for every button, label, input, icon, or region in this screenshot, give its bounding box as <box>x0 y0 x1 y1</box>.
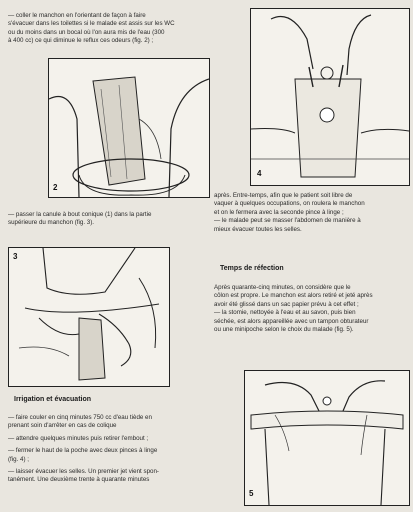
text-line: s'évacuer dans les toilettes si le malade est assis sur les WC <box>8 20 175 28</box>
text-line: (fig. 4) ; <box>8 455 29 463</box>
text-line: — attendre quelques minutes puis retirer l'embout ; <box>8 434 149 442</box>
figure-number: 5 <box>249 489 254 498</box>
irrigation-paragraph <box>8 414 238 485</box>
text-line: à 400 cc) ce qui diminue le reflux ces odeurs (fig. 2) ; <box>8 37 154 45</box>
refection-paragraph <box>214 284 408 334</box>
text-line: côlon est propre. Le manchon est alors retiré et jeté après <box>214 292 373 300</box>
text-line: tanément. Une deuxième trente à quarante minutes <box>8 476 150 484</box>
text-line: ou une minipoche selon le choix du malade (fig. 5). <box>214 326 354 334</box>
figure-2-illustration <box>48 58 210 198</box>
clipped-pouch-drawing <box>251 9 409 185</box>
text-line: avoir été glissé dans un sac papier prévu à cet effet ; <box>214 300 359 308</box>
text-line: vaquer à quelques occupations, on roulera le manchon <box>214 200 365 208</box>
text-line: Après quarante-cinq minutes, on considère que le <box>214 284 351 291</box>
section-heading-irrigation: Irrigation et évacuation <box>14 396 92 403</box>
cannula-insertion-drawing <box>9 248 169 386</box>
text-line: — coller le manchon en l'orientant de façon à faire <box>8 12 146 19</box>
section-heading-refection: Temps de réfection <box>220 265 284 272</box>
text-line: — laisser évacuer les selles. Un premier jet vient spon- <box>8 468 159 476</box>
text-line: ou du moins dans un bocal où l'on aura mis de l'eau (300 <box>8 28 165 36</box>
text-line: — passer la canule à bout conique (1) dans la partie <box>8 211 152 218</box>
figure-5-illustration <box>244 370 410 506</box>
text-line: et on le fermera avec la seconde pince à linge ; <box>214 208 344 216</box>
stoma-cap-drawing <box>245 371 409 505</box>
text-line: supérieure du manchon (fig. 3). <box>8 219 94 227</box>
toilet-sleeve-drawing <box>49 59 209 197</box>
text-line: — le malade peut se masser l'abdomen de manière à <box>214 217 361 225</box>
figure-4-illustration <box>250 8 410 186</box>
text-line: prenant soin d'arrêter en cas de colique <box>8 422 117 430</box>
text-line: — faire couler en cinq minutes 750 cc d'eau tiède en <box>8 414 152 421</box>
figure-number: 3 <box>13 252 18 261</box>
figure-number: 4 <box>257 169 262 178</box>
figure-3-illustration <box>8 247 170 387</box>
step-text-massage <box>214 192 408 234</box>
text-line: — fermer le haut de la poche avec deux pinces à linge <box>8 447 158 455</box>
step-text-cannula <box>8 211 204 228</box>
text-line: après. Entre-temps, afin que le patient soit libre de <box>214 192 353 199</box>
text-line: — la stomie, nettoyée à l'eau et au savon, puis bien <box>214 309 356 317</box>
figure-number: 2 <box>53 183 58 192</box>
text-line: séchée, est alors appareillée avec un tampon obturateur <box>214 317 369 325</box>
intro-paragraph <box>8 12 204 46</box>
text-line: mieux évacuer toutes les selles. <box>214 225 302 233</box>
